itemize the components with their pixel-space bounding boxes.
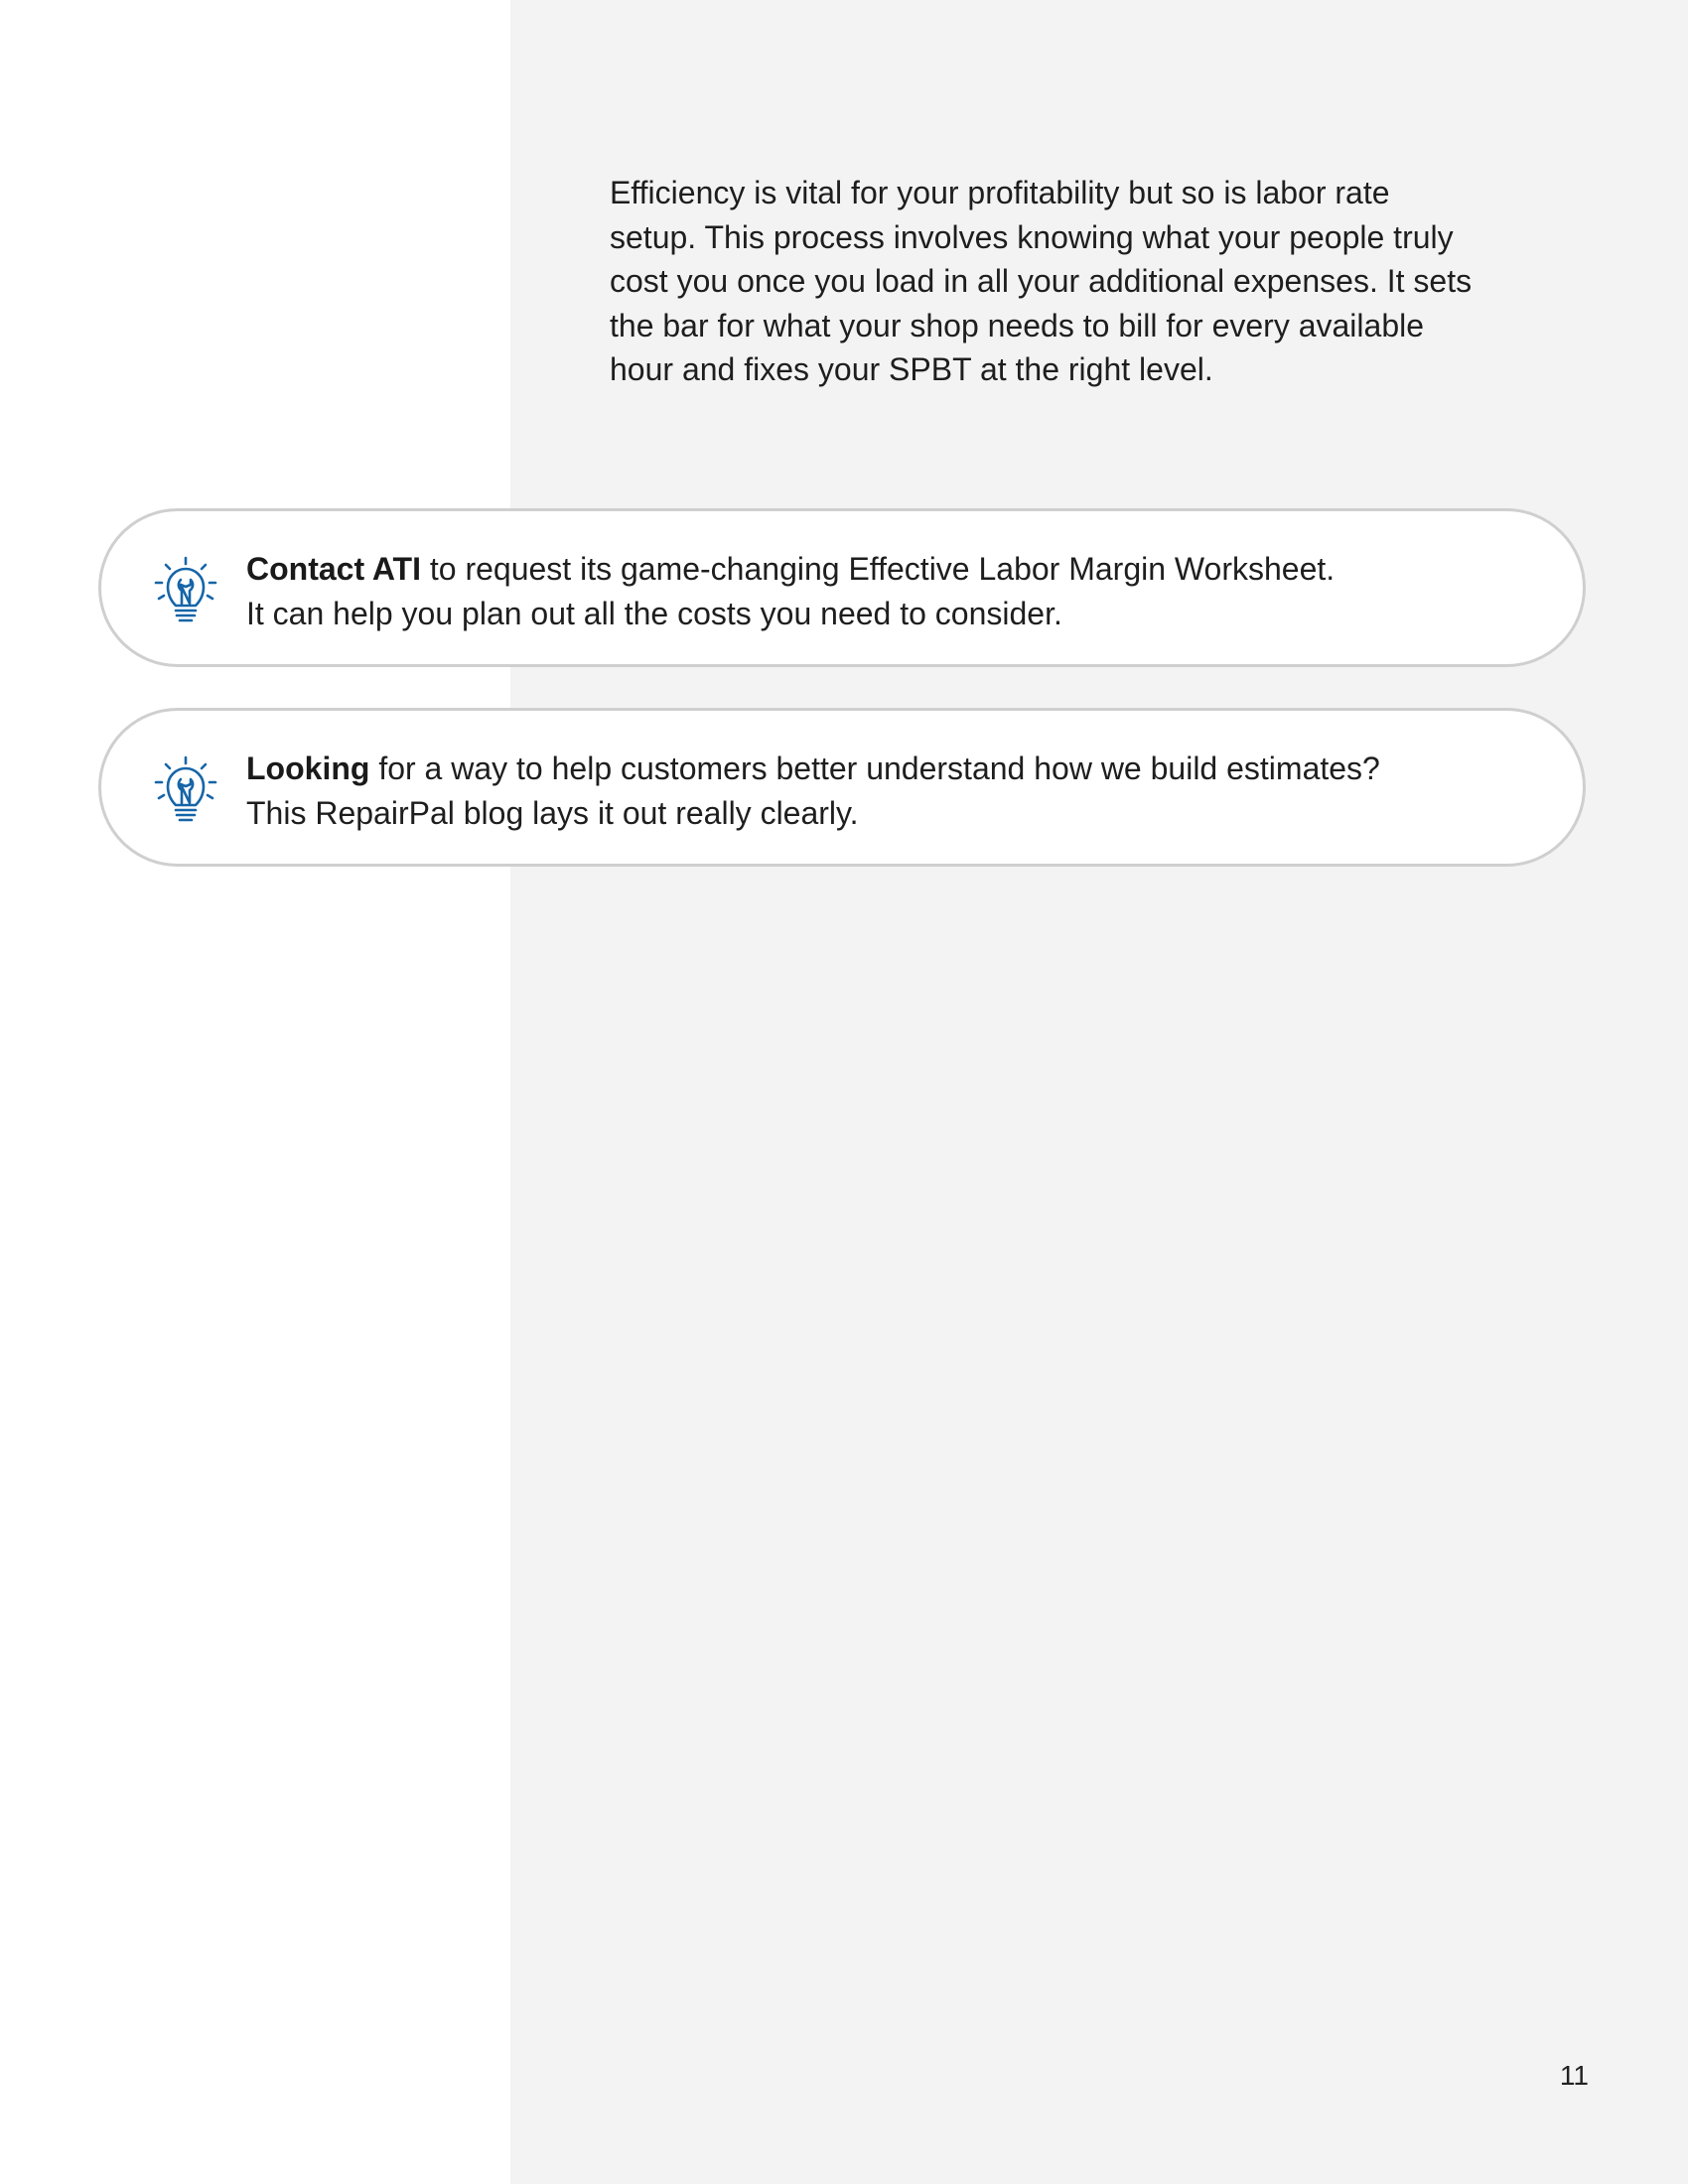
callout-lead: Looking bbox=[246, 751, 370, 786]
page-number: 11 bbox=[1559, 2060, 1589, 2091]
callout-line-2: This RepairPal blog lays it out really clearly. bbox=[246, 794, 859, 831]
tip-callout-repairpal bbox=[98, 708, 1586, 867]
callout-text bbox=[246, 747, 1557, 835]
tip-callout-contact-ati bbox=[98, 508, 1586, 667]
lightbulb-wrench-icon bbox=[153, 755, 218, 825]
lightbulb-wrench-icon bbox=[153, 556, 218, 625]
callout-line-2: It can help you plan out all the costs you need to consider. bbox=[246, 595, 1062, 631]
intro-paragraph: Efficiency is vital for your profitability but so is labor rate setup. This process involves knowing what your people truly cost you once you load in all your additional expenses. It sets the bar for what your shop needs to bill for every available hour and fixes your SPBT at the right level. bbox=[610, 175, 1473, 387]
callout-lead: Contact ATI bbox=[246, 551, 421, 587]
callout-line-1: for a way to help customers better understand how we build estimates? bbox=[369, 751, 1380, 786]
callout-line-1: to request its game-changing Effective Labor Margin Worksheet. bbox=[420, 551, 1336, 587]
callout-text bbox=[246, 547, 1557, 635]
left-margin bbox=[0, 0, 510, 2184]
